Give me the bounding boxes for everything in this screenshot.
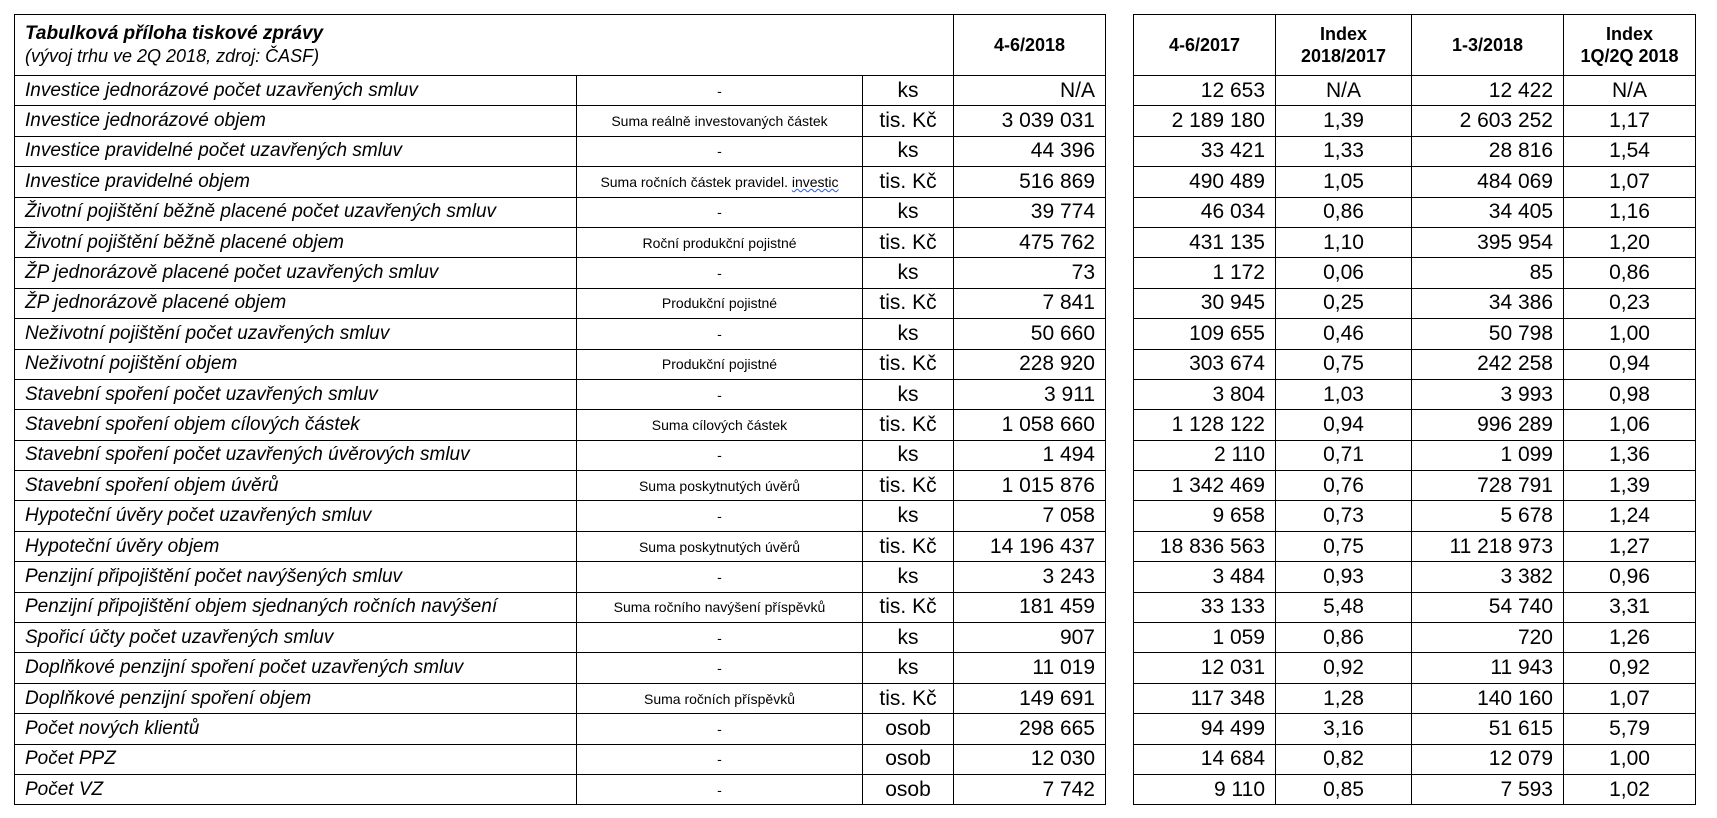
row-description: Suma poskytnutých úvěrů [577,471,863,501]
index-quarter: 5,79 [1564,714,1696,744]
value-2018: 14 196 437 [954,531,1106,561]
table-row [15,562,1106,592]
row-name: Spořicí účty počet uzavřených smluv [15,623,577,653]
index-yoy: 1,10 [1276,227,1412,257]
index-quarter: 1,00 [1564,319,1696,349]
row-description-text: Suma ročních částek pravidel. investic [600,173,839,190]
row-unit: ks [863,76,954,106]
value-2018: 3 039 031 [954,106,1106,136]
table-title: Tabulková příloha tiskové zprávy [25,23,324,44]
comparison-row [1134,379,1696,409]
row-name: ŽP jednorázově placené počet uzavřených smluv [15,258,577,288]
index-yoy: 1,33 [1276,136,1412,166]
value-2017: 109 655 [1134,319,1276,349]
row-description: - [577,653,863,683]
value-2018: 907 [954,623,1106,653]
row-description: - [577,562,863,592]
index-yoy: 0,82 [1276,744,1412,774]
index-quarter: 1,24 [1564,501,1696,531]
row-description: Produkční pojistné [577,349,863,379]
comparison-row [1134,531,1696,561]
index-q-line2: 1Q/2Q 2018 [1580,46,1679,66]
row-name: Stavební spoření počet uzavřených úvěrových smluv [15,440,577,470]
row-description: - [577,744,863,774]
comparison-row [1134,744,1696,774]
row-description: Suma reálně investovaných částek [577,106,863,136]
row-name: Penzijní připojištění počet navýšených smluv [15,562,577,592]
value-2017: 33 133 [1134,592,1276,622]
value-2018: 228 920 [954,349,1106,379]
index-yoy: 0,93 [1276,562,1412,592]
comparison-row [1134,471,1696,501]
comparison-row [1134,288,1696,318]
table-row [15,744,1106,774]
value-2017: 1 342 469 [1134,471,1276,501]
value-q1-2018: 3 382 [1412,562,1564,592]
value-q1-2018: 12 079 [1412,744,1564,774]
row-description: Roční produkční pojistné [577,227,863,257]
value-2017: 18 836 563 [1134,531,1276,561]
value-q1-2018: 728 791 [1412,471,1564,501]
row-name: Penzijní připojištění objem sjednaných ročních navýšení [15,592,577,622]
index-quarter: 1,39 [1564,471,1696,501]
index-yoy-line1: Index [1319,24,1367,44]
index-quarter: 1,27 [1564,531,1696,561]
table-row [15,440,1106,470]
table-row [15,592,1106,622]
row-name: Počet VZ [15,774,577,804]
comparison-row [1134,167,1696,197]
comparison-row [1134,349,1696,379]
index-yoy: 1,03 [1276,379,1412,409]
value-2018: 7 841 [954,288,1106,318]
table-subtitle: (vývoj trhu ve 2Q 2018, zdroj: ČASF) [25,46,320,66]
value-2017: 3 804 [1134,379,1276,409]
value-2017: 12 031 [1134,653,1276,683]
value-q1-2018: 140 160 [1412,683,1564,713]
index-quarter: 0,96 [1564,562,1696,592]
col-header-q1: 1-3/2018 [1412,15,1564,76]
value-2018: 516 869 [954,167,1106,197]
value-q1-2018: 484 069 [1412,167,1564,197]
row-unit: tis. Kč [863,471,954,501]
value-2018: 12 030 [954,744,1106,774]
row-description: - [577,623,863,653]
index-yoy: 5,48 [1276,592,1412,622]
value-2017: 94 499 [1134,714,1276,744]
row-unit: ks [863,197,954,227]
index-yoy: 0,94 [1276,410,1412,440]
row-name: Počet PPZ [15,744,577,774]
value-q1-2018: 28 816 [1412,136,1564,166]
index-quarter: N/A [1564,76,1696,106]
index-yoy: 1,05 [1276,167,1412,197]
value-2018: 181 459 [954,592,1106,622]
row-unit: ks [863,258,954,288]
value-2018: 3 243 [954,562,1106,592]
value-q1-2018: 720 [1412,623,1564,653]
comparison-row [1134,258,1696,288]
row-name: Investice pravidelné počet uzavřených smluv [15,136,577,166]
index-quarter: 1,07 [1564,683,1696,713]
value-q1-2018: 34 386 [1412,288,1564,318]
row-description: Suma poskytnutých úvěrů [577,531,863,561]
row-description: - [577,319,863,349]
table-row [15,501,1106,531]
comparison-row [1134,774,1696,804]
index-yoy: N/A [1276,76,1412,106]
value-2017: 490 489 [1134,167,1276,197]
row-unit: osob [863,744,954,774]
value-q1-2018: 11 218 973 [1412,531,1564,561]
row-unit: tis. Kč [863,106,954,136]
row-name: Investice pravidelné objem [15,167,577,197]
value-q1-2018: 2 603 252 [1412,106,1564,136]
comparison-row [1134,623,1696,653]
row-description [577,167,863,197]
table-row [15,76,1106,106]
index-quarter: 1,07 [1564,167,1696,197]
index-q-line1: Index [1605,24,1653,44]
col-header-index-q [1564,15,1696,76]
value-q1-2018: 7 593 [1412,774,1564,804]
table-row [15,623,1106,653]
value-2017: 14 684 [1134,744,1276,774]
index-quarter: 1,16 [1564,197,1696,227]
comparison-row [1134,440,1696,470]
value-2017: 12 653 [1134,76,1276,106]
row-description: - [577,136,863,166]
value-q1-2018: 11 943 [1412,653,1564,683]
value-2018: 475 762 [954,227,1106,257]
table-row [15,379,1106,409]
value-2018: 7 058 [954,501,1106,531]
row-unit: ks [863,623,954,653]
index-yoy: 0,85 [1276,774,1412,804]
value-q1-2018: 51 615 [1412,714,1564,744]
value-q1-2018: 5 678 [1412,501,1564,531]
row-description: Produkční pojistné [577,288,863,318]
value-2017: 303 674 [1134,349,1276,379]
header-row [15,15,1106,76]
index-quarter: 0,98 [1564,379,1696,409]
table-row [15,167,1106,197]
row-description: Suma cílových částek [577,410,863,440]
value-2018: 1 494 [954,440,1106,470]
value-2018: 149 691 [954,683,1106,713]
value-2018: N/A [954,76,1106,106]
comparison-row [1134,197,1696,227]
index-yoy: 0,46 [1276,319,1412,349]
row-description: - [577,440,863,470]
index-quarter: 1,26 [1564,623,1696,653]
index-quarter: 1,06 [1564,410,1696,440]
row-unit: ks [863,440,954,470]
table-row [15,774,1106,804]
comparison-row [1134,653,1696,683]
row-name: Doplňkové penzijní spoření objem [15,683,577,713]
index-yoy: 0,92 [1276,653,1412,683]
row-unit: ks [863,653,954,683]
row-unit: tis. Kč [863,349,954,379]
index-yoy: 0,06 [1276,258,1412,288]
row-unit: tis. Kč [863,288,954,318]
index-yoy: 0,76 [1276,471,1412,501]
row-name: Životní pojištění běžně placené počet uzavřených smluv [15,197,577,227]
value-2018: 298 665 [954,714,1106,744]
value-q1-2018: 996 289 [1412,410,1564,440]
value-2017: 117 348 [1134,683,1276,713]
comparison-header-row [1134,15,1696,76]
col-header-2018: 4-6/2018 [954,15,1106,76]
row-unit: ks [863,562,954,592]
row-description: - [577,714,863,744]
row-unit: tis. Kč [863,592,954,622]
comparison-row [1134,410,1696,440]
value-2018: 1 058 660 [954,410,1106,440]
comparison-row [1134,106,1696,136]
row-description: - [577,501,863,531]
row-unit: osob [863,774,954,804]
index-quarter: 0,86 [1564,258,1696,288]
value-2018: 44 396 [954,136,1106,166]
row-unit: ks [863,501,954,531]
row-description: Suma ročních příspěvků [577,683,863,713]
row-unit: ks [863,319,954,349]
table-row [15,319,1106,349]
index-quarter: 1,54 [1564,136,1696,166]
value-2017: 431 135 [1134,227,1276,257]
value-q1-2018: 12 422 [1412,76,1564,106]
table-row [15,653,1106,683]
row-unit: tis. Kč [863,683,954,713]
value-2018: 50 660 [954,319,1106,349]
value-q1-2018: 395 954 [1412,227,1564,257]
row-name: Neživotní pojištění počet uzavřených smluv [15,319,577,349]
row-description: Suma ročního navýšení příspěvků [577,592,863,622]
row-description: - [577,197,863,227]
table-row [15,714,1106,744]
value-2018: 1 015 876 [954,471,1106,501]
table-row [15,227,1106,257]
index-quarter: 3,31 [1564,592,1696,622]
value-q1-2018: 1 099 [1412,440,1564,470]
comparison-row [1134,227,1696,257]
col-header-2017: 4-6/2017 [1134,15,1276,76]
value-2017: 9 110 [1134,774,1276,804]
index-yoy: 1,28 [1276,683,1412,713]
row-name: Stavební spoření počet uzavřených smluv [15,379,577,409]
value-q1-2018: 54 740 [1412,592,1564,622]
index-yoy: 0,71 [1276,440,1412,470]
value-q1-2018: 34 405 [1412,197,1564,227]
table-row [15,288,1106,318]
index-quarter: 0,94 [1564,349,1696,379]
value-2018: 39 774 [954,197,1106,227]
table-row [15,349,1106,379]
value-2017: 3 484 [1134,562,1276,592]
value-2017: 2 189 180 [1134,106,1276,136]
comparison-row [1134,76,1696,106]
table-row [15,410,1106,440]
value-q1-2018: 242 258 [1412,349,1564,379]
value-q1-2018: 50 798 [1412,319,1564,349]
comparison-table [1133,14,1696,805]
value-2017: 1 172 [1134,258,1276,288]
row-name: Doplňkové penzijní spoření počet uzavřených smluv [15,653,577,683]
row-unit: tis. Kč [863,227,954,257]
value-2017: 1 059 [1134,623,1276,653]
value-2017: 30 945 [1134,288,1276,318]
table-row [15,197,1106,227]
col-header-index-yoy [1276,15,1412,76]
table-row [15,106,1106,136]
index-yoy: 0,86 [1276,197,1412,227]
table-row [15,136,1106,166]
index-yoy-line2: 2018/2017 [1300,46,1387,66]
comparison-row [1134,319,1696,349]
row-name: Počet nových klientů [15,714,577,744]
row-unit: ks [863,379,954,409]
row-name: Investice jednorázové počet uzavřených smluv [15,76,577,106]
index-quarter: 0,23 [1564,288,1696,318]
index-yoy: 0,75 [1276,531,1412,561]
row-name: Stavební spoření objem cílových částek [15,410,577,440]
table-row [15,531,1106,561]
value-2018: 7 742 [954,774,1106,804]
row-description: - [577,76,863,106]
index-yoy: 1,39 [1276,106,1412,136]
index-yoy: 0,25 [1276,288,1412,318]
row-unit: tis. Kč [863,531,954,561]
index-yoy: 0,73 [1276,501,1412,531]
row-unit: tis. Kč [863,410,954,440]
value-2018: 73 [954,258,1106,288]
comparison-row [1134,136,1696,166]
table-title-cell [15,15,954,76]
value-q1-2018: 85 [1412,258,1564,288]
row-name: Životní pojištění běžně placené objem [15,227,577,257]
row-name: Stavební spoření objem úvěrů [15,471,577,501]
row-name: Hypoteční úvěry objem [15,531,577,561]
index-quarter: 1,02 [1564,774,1696,804]
value-2017: 1 128 122 [1134,410,1276,440]
value-q1-2018: 3 993 [1412,379,1564,409]
index-quarter: 1,20 [1564,227,1696,257]
index-quarter: 1,36 [1564,440,1696,470]
index-quarter: 1,17 [1564,106,1696,136]
value-2017: 2 110 [1134,440,1276,470]
index-yoy: 0,86 [1276,623,1412,653]
table-row [15,683,1106,713]
value-2017: 9 658 [1134,501,1276,531]
comparison-row [1134,562,1696,592]
index-quarter: 0,92 [1564,653,1696,683]
row-name: Hypoteční úvěry počet uzavřených smluv [15,501,577,531]
row-name: Neživotní pojištění objem [15,349,577,379]
row-description: - [577,774,863,804]
row-name: Investice jednorázové objem [15,106,577,136]
index-yoy: 3,16 [1276,714,1412,744]
comparison-row [1134,714,1696,744]
comparison-row [1134,501,1696,531]
value-2018: 11 019 [954,653,1106,683]
table-row [15,471,1106,501]
table-row [15,258,1106,288]
index-yoy: 0,75 [1276,349,1412,379]
index-quarter: 1,00 [1564,744,1696,774]
comparison-row [1134,683,1696,713]
row-unit: tis. Kč [863,167,954,197]
comparison-row [1134,592,1696,622]
value-2018: 3 911 [954,379,1106,409]
row-description: - [577,379,863,409]
row-name: ŽP jednorázově placené objem [15,288,577,318]
row-unit: osob [863,714,954,744]
value-2017: 46 034 [1134,197,1276,227]
value-2017: 33 421 [1134,136,1276,166]
row-description: - [577,258,863,288]
main-table [14,14,1106,805]
row-unit: ks [863,136,954,166]
